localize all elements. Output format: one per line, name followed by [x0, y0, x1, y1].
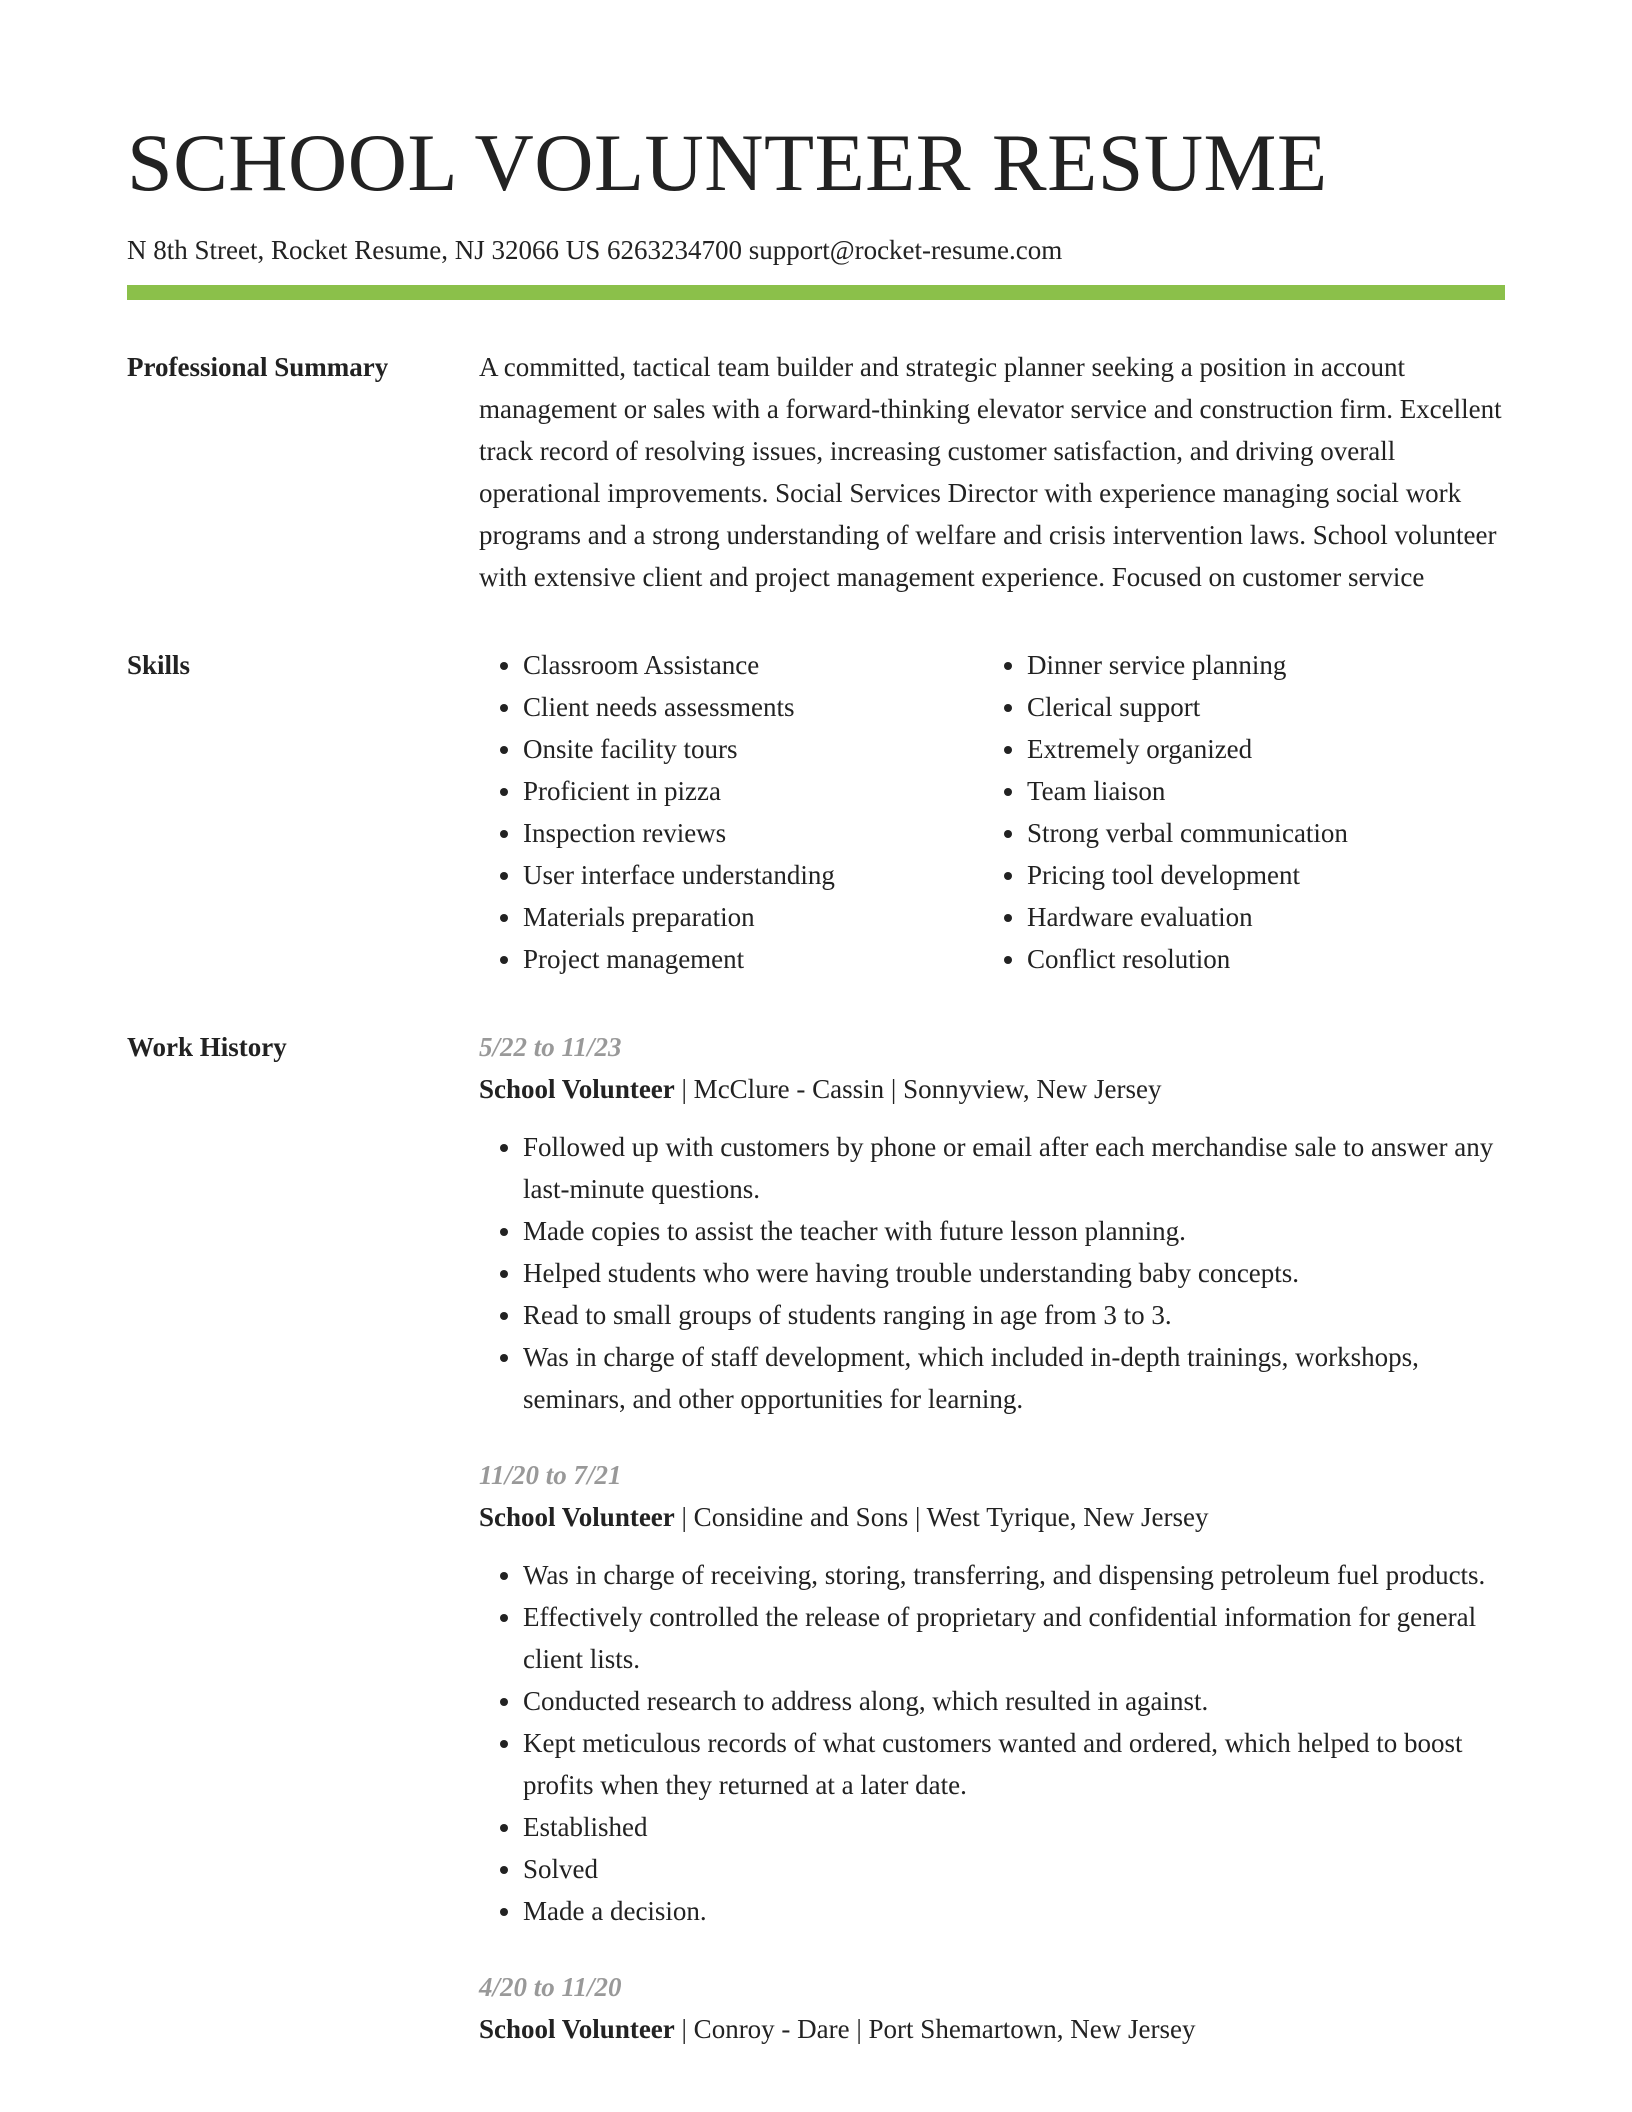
skill-item: • Materials preparation — [523, 896, 983, 938]
skill-item: • User interface understanding — [523, 854, 983, 896]
resume-page — [127, 118, 1505, 2084]
skill-item: • Clerical support — [1027, 686, 1487, 728]
skills-column-2 — [983, 644, 1487, 980]
skill-item: • Proficient in pizza — [523, 770, 983, 812]
work-history-section — [127, 1026, 1505, 2084]
summary-label: Professional Summary — [127, 351, 389, 382]
job-details: | Conroy - Dare | Port Shemartown, New Jersey — [674, 2013, 1196, 2044]
skill-item: • Project management — [523, 938, 983, 980]
skill-item: • Pricing tool development — [1027, 854, 1487, 896]
job-bullet: • Was in charge of receiving, storing, transferring, and dispensing petroleum fuel products. — [523, 1554, 1505, 1596]
skill-item: • Classroom Assistance — [523, 644, 983, 686]
skill-item: • Onsite facility tours — [523, 728, 983, 770]
skill-item: • Hardware evaluation — [1027, 896, 1487, 938]
skills-column-1 — [479, 644, 983, 980]
job-entry — [479, 1026, 1505, 1420]
skills-section — [127, 644, 1505, 980]
skill-item: • Dinner service planning — [1027, 644, 1487, 686]
job-bullet: • Followed up with customers by phone or email after each merchandise sale to answer any last-minute questions. — [523, 1126, 1505, 1210]
job-entry — [479, 1966, 1505, 2050]
job-title: School Volunteer — [479, 2013, 675, 2044]
summary-section — [127, 346, 1505, 598]
skill-item: • Strong verbal communication — [1027, 812, 1487, 854]
job-bullet: • Conducted research to address along, which resulted in against. — [523, 1680, 1505, 1722]
job-details: | Considine and Sons | West Tyrique, New Jersey — [674, 1501, 1209, 1532]
job-heading — [479, 1496, 1505, 1538]
job-bullet: • Was in charge of staff development, which included in-depth trainings, workshops, seminars, and other opportunities for learning. — [523, 1336, 1505, 1420]
job-bullet: • Kept meticulous records of what customers wanted and ordered, which helped to boost profits when they returned at a later date. — [523, 1722, 1505, 1806]
work-history-label: Work History — [127, 1031, 287, 1062]
job-bullet: • Read to small groups of students ranging in age from 3 to 3. — [523, 1294, 1505, 1336]
job-title: School Volunteer — [479, 1073, 675, 1104]
job-dates: 4/20 to 11/20 — [479, 1971, 622, 2002]
resume-title: SCHOOL VOLUNTEER RESUME — [127, 117, 1328, 208]
skill-item: • Extremely organized — [1027, 728, 1487, 770]
job-title: School Volunteer — [479, 1501, 675, 1532]
skill-item: • Client needs assessments — [523, 686, 983, 728]
job-bullet: • Made copies to assist the teacher with future lesson planning. — [523, 1210, 1505, 1252]
job-bullet: • Solved — [523, 1848, 1505, 1890]
job-bullet: • Effectively controlled the release of proprietary and confidential information for general client lists. — [523, 1596, 1505, 1680]
skill-item: • Inspection reviews — [523, 812, 983, 854]
job-heading — [479, 2008, 1505, 2050]
skill-item: • Team liaison — [1027, 770, 1487, 812]
job-bullet: • Made a decision. — [523, 1890, 1505, 1932]
job-bullets — [479, 1126, 1505, 1420]
summary-text: A committed, tactical team builder and strategic planner seeking a position in account management or sales with a forward-thinking elevator service and construction firm. Excellent track record of resolving issues, increasing customer satisfaction, and driving overall operational improvements. Social Services Director with experience managing social work programs and a strong understanding of welfare and crisis intervention laws. School volunteer with extensive client and project management experience. Focused on customer service — [479, 351, 1502, 592]
job-bullet: • Established — [523, 1806, 1505, 1848]
job-entry — [479, 1454, 1505, 1932]
job-heading — [479, 1068, 1505, 1110]
job-dates: 11/20 to 7/21 — [479, 1459, 622, 1490]
skills-label: Skills — [127, 649, 191, 680]
accent-divider — [127, 285, 1505, 300]
job-dates: 5/22 to 11/23 — [479, 1031, 622, 1062]
skill-item: • Conflict resolution — [1027, 938, 1487, 980]
contact-line: N 8th Street, Rocket Resume, NJ 32066 US 6263234700 support@rocket-resume.com — [127, 235, 1063, 266]
job-bullets — [479, 1554, 1505, 1932]
job-details: | McClure - Cassin | Sonnyview, New Jersey — [674, 1073, 1162, 1104]
job-bullet: • Helped students who were having trouble understanding baby concepts. — [523, 1252, 1505, 1294]
